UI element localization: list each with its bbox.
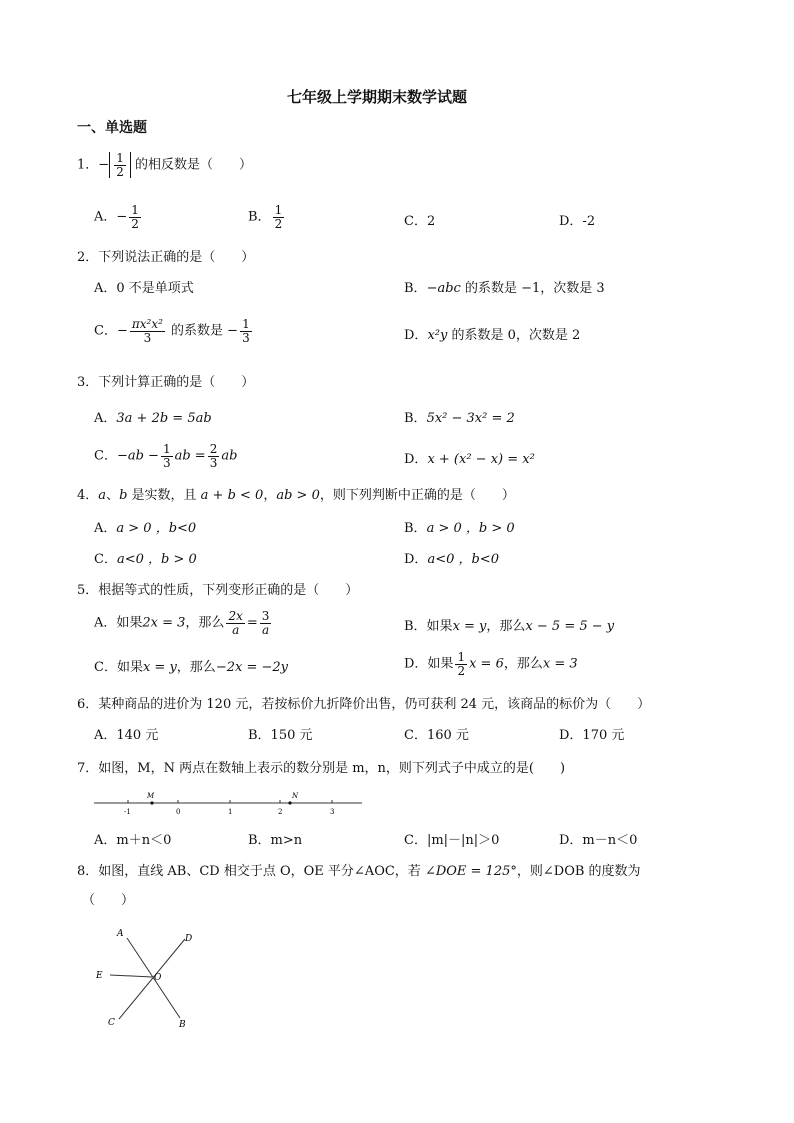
q7-option-c[interactable]: C．|m|－|n|＞0	[404, 833, 500, 848]
math-expression: a	[98, 488, 107, 503]
q2-option-b[interactable]	[404, 281, 605, 297]
option-text: ，那么	[486, 619, 526, 634]
numerator: 1	[116, 151, 124, 165]
label-o: O	[154, 973, 162, 983]
math-expression: x = 3	[542, 656, 578, 672]
fraction	[240, 318, 252, 344]
q6-option-a[interactable]: A．140 元	[94, 728, 159, 743]
denominator: 2	[274, 216, 283, 231]
denominator: 3	[209, 455, 218, 470]
label-d: D	[185, 934, 193, 944]
q1-option-b[interactable]	[248, 204, 286, 230]
fraction	[273, 204, 285, 230]
numerator: 1	[457, 650, 466, 664]
option-label: B．	[404, 521, 427, 536]
q5-option-a[interactable]	[94, 610, 273, 636]
option-text: ，那么	[503, 656, 543, 672]
math-expression: x²y	[427, 328, 448, 343]
tick-label: 2	[278, 808, 283, 816]
math-expression: a > 0 ，b > 0	[426, 521, 515, 536]
q4-option-a[interactable]	[94, 521, 196, 537]
math-expression: x − 5 = 5 − y	[525, 619, 615, 634]
q3-option-a[interactable]	[94, 411, 212, 427]
q7-option-a[interactable]: A．m＋n＜0	[94, 833, 172, 848]
absolute-value	[109, 152, 131, 178]
option-label: C．如果	[94, 660, 143, 675]
option-text: 的系数是 0，次数是 2	[447, 328, 581, 343]
point-m-label: M	[147, 792, 155, 800]
math-expression: ab =	[174, 448, 206, 464]
question-number: 4．	[77, 488, 99, 503]
minus-sign: −	[116, 323, 128, 339]
ray-oe	[110, 975, 152, 977]
q2-option-d[interactable]	[404, 328, 580, 344]
question-1	[77, 152, 252, 178]
option-label: D．	[404, 552, 428, 567]
tick-label: 0	[176, 808, 181, 816]
q5-option-c[interactable]	[94, 660, 288, 676]
denominator: 3	[242, 330, 250, 345]
option-text: 的系数是 −	[166, 323, 239, 339]
stem-text: 8．如图，直线 AB、CD 相交于点 O，OE 平分∠AOC，若	[77, 864, 425, 879]
question-5: 5．根据等式的性质，下列变形正确的是（ ）	[77, 583, 359, 598]
stem-text: ，	[263, 488, 277, 503]
math-expression: 3a + 2b = 5ab	[116, 411, 212, 426]
fraction	[129, 204, 141, 230]
q3-option-c[interactable]	[94, 443, 237, 469]
question-number: 1．	[77, 157, 99, 173]
math-expression: ∠DOE = 125°	[424, 864, 517, 879]
denominator: 3	[143, 330, 152, 345]
q2-option-a[interactable]: A．0 不是单项式	[94, 281, 194, 296]
denominator: a	[261, 622, 270, 637]
numerator: 2x	[228, 609, 243, 623]
point-m-dot	[150, 801, 153, 804]
option-text: ，那么	[185, 615, 225, 631]
q1-option-d[interactable]: D．-2	[559, 214, 596, 229]
numerator: πx²x²	[131, 317, 163, 331]
q4-option-b[interactable]	[404, 521, 515, 537]
q7-option-d[interactable]: D．m－n＜0	[559, 833, 638, 848]
option-label: D．	[404, 328, 428, 343]
label-a: A	[117, 929, 124, 939]
q4-option-c[interactable]	[94, 552, 197, 568]
fraction	[161, 443, 173, 469]
stem-text: 是实数，且	[127, 488, 201, 503]
line-cd	[119, 939, 185, 1019]
math-expression: 2x = 3	[142, 615, 186, 631]
option-label: B．	[248, 209, 271, 225]
option-label: D．	[404, 452, 428, 467]
question-7: 7．如图，M，N 两点在数轴上表示的数分别是 m，n，则下列式子中成立的是( )	[77, 761, 566, 776]
section-heading: 一、单选题	[77, 120, 147, 136]
label-c: C	[108, 1018, 115, 1028]
option-text: 的系数是 −1，次数是 3	[460, 281, 605, 296]
numerator: 1	[162, 442, 171, 456]
math-expression: a > 0 ，b<0	[116, 521, 197, 536]
question-3: 3．下列计算正确的是（ ）	[77, 375, 255, 390]
label-e: E	[96, 971, 103, 981]
option-label: C．	[94, 448, 117, 464]
math-expression: −abc	[426, 281, 461, 296]
option-label: A．	[94, 521, 117, 536]
q3-option-b[interactable]	[404, 411, 515, 427]
q7-option-b[interactable]: B．m>n	[248, 833, 303, 848]
fraction	[260, 610, 272, 636]
equals-sign: =	[246, 615, 258, 631]
fraction	[114, 152, 126, 178]
q3-option-d[interactable]	[404, 452, 535, 468]
stem-text: ，则下列判断中正确的是（ ）	[319, 488, 515, 503]
math-expression: a<0 ，b > 0	[116, 552, 197, 567]
numerator: 1	[131, 203, 139, 217]
fraction	[455, 651, 467, 677]
math-expression: ab	[221, 448, 238, 464]
minus-sign: −	[116, 209, 128, 225]
question-6: 6．某种商品的进价为 120 元，若按标价九折降价出售，仍可获利 24 元，该商品的标价为（ ）	[77, 697, 651, 712]
math-expression: b	[119, 488, 128, 503]
tick-label: -1	[124, 808, 131, 816]
math-expression: −ab −	[116, 448, 159, 464]
q5-option-d[interactable]	[404, 651, 578, 677]
fraction	[130, 318, 165, 344]
q6-option-b[interactable]: B．150 元	[248, 728, 313, 743]
option-label: C．	[94, 323, 117, 339]
option-label: B．如果	[404, 619, 453, 634]
option-label: A．	[94, 209, 117, 225]
denominator: 2	[131, 216, 139, 231]
q4-option-d[interactable]	[404, 552, 499, 568]
stem-text: 、	[106, 488, 120, 503]
math-expression: a + b < 0	[200, 488, 264, 503]
q1-option-a[interactable]	[94, 204, 143, 230]
denominator: a	[232, 622, 240, 637]
numerator: 1	[242, 317, 250, 331]
question-8	[77, 864, 641, 880]
denominator: 2	[116, 164, 124, 179]
math-expression: a<0 ，b<0	[427, 552, 499, 567]
intersecting-lines-figure	[90, 922, 220, 1034]
tick-label: 3	[330, 808, 335, 816]
option-label: D．如果	[404, 656, 454, 672]
math-expression: 5x² − 3x² = 2	[426, 411, 515, 426]
number-line-figure	[90, 788, 370, 822]
option-text: ，那么	[176, 660, 216, 675]
numerator: 2	[209, 442, 218, 456]
option-label: A．	[94, 411, 117, 426]
question-4	[77, 488, 515, 504]
stem-text: ，则∠DOB 的度数为	[516, 864, 641, 879]
point-n-label: N	[292, 792, 299, 800]
numerator: 3	[261, 609, 270, 623]
fraction	[226, 610, 244, 636]
math-expression: x + (x² − x) = x²	[427, 452, 535, 467]
denominator: 3	[162, 455, 171, 470]
q5-option-b[interactable]	[404, 619, 614, 635]
option-label: A．如果	[94, 615, 143, 631]
label-b: B	[179, 1020, 186, 1030]
math-expression: −2x = −2y	[215, 660, 288, 675]
math-expression: x = y	[452, 619, 487, 634]
math-expression: x = 6	[469, 656, 504, 672]
question-stem: 的相反数是（ ）	[134, 157, 252, 173]
numerator: 1	[274, 203, 283, 217]
q6-option-c[interactable]: C．160 元	[404, 728, 469, 743]
q2-option-c[interactable]	[94, 318, 254, 344]
point-n-dot	[288, 801, 291, 804]
question-8-answer-bracket: （ ）	[82, 893, 135, 908]
option-label: B．	[404, 281, 427, 296]
option-label: B．	[404, 411, 427, 426]
question-2: 2．下列说法正确的是（ ）	[77, 250, 255, 265]
denominator: 2	[457, 663, 466, 678]
tick-label: 1	[228, 808, 233, 816]
fraction	[208, 443, 220, 469]
math-expression: ab > 0	[276, 488, 320, 503]
math-expression: x = y	[142, 660, 177, 675]
minus-sign: −	[98, 157, 110, 173]
q6-option-d[interactable]: D．170 元	[559, 728, 625, 743]
page-title: 七年级上学期期末数学试题	[287, 88, 468, 106]
option-label: C．	[94, 552, 117, 567]
q1-option-c[interactable]: C．2	[404, 214, 436, 229]
